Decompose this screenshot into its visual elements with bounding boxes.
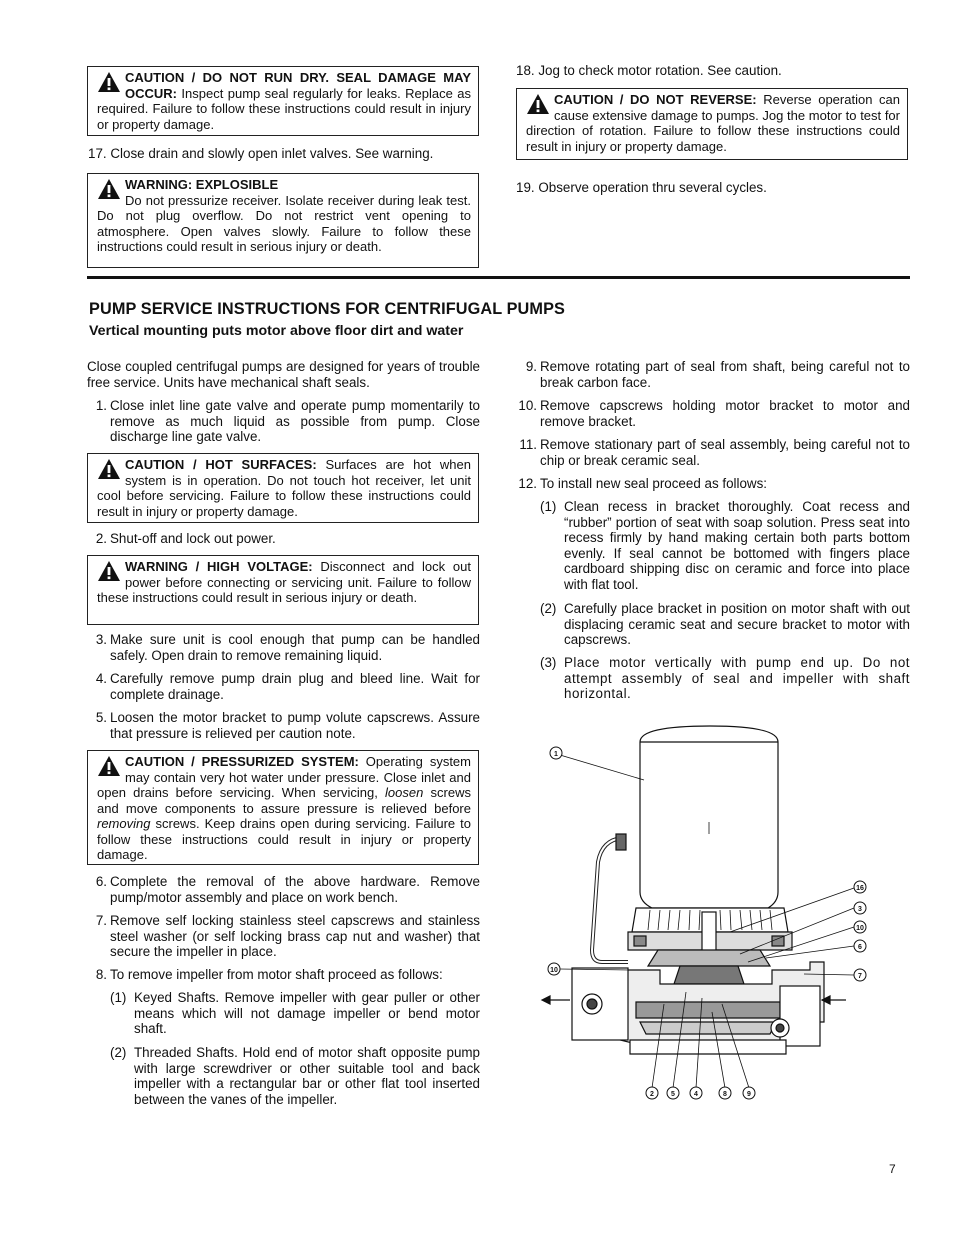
step-8-2: (2) Threaded Shafts. Hold end of motor shaft opposite pump with large screwdriver or other suitable tool and back impeller with a rectangular bar or other flat tool inserted between the vanes of the impeller.	[110, 1045, 480, 1107]
warning-triangle-icon	[526, 93, 550, 115]
caution-pressure-box: CAUTION / PRESSURIZED SYSTEM: Operating system may contain very hot water under pressure. Close inlet and open drains before servicing. When servicing, loosen screws and move components to assure pressure is relieved before removing screws. Keep drains open during servicing. Failure to follow these instructions could result in injury or property damage.	[87, 750, 479, 865]
step-4: 4. Carefully remove pump drain plug and bleed line. Wait for complete drainage.	[95, 671, 480, 702]
step-6: 6. Complete the removal of the above hardware. Remove pump/motor assembly and place on work bench.	[95, 874, 480, 905]
callout-3: 3	[858, 906, 862, 913]
warning-voltage-text: Disconnect and lock out power before connecting or servicing unit. Failure to follow these instructions could result in serious injury or death.	[97, 559, 471, 605]
caution-reverse-title: CAUTION / DO NOT REVERSE:	[554, 92, 757, 107]
callout-7: 7	[858, 973, 862, 980]
step-11: 11. Remove stationary part of seal assembly, being careful not to chip or break ceramic seal.	[519, 437, 910, 468]
motor-housing	[640, 726, 778, 908]
pump-cutaway-diagram	[540, 722, 880, 1107]
step-19: 19. Observe operation thru several cycles.	[516, 180, 767, 195]
warning-triangle-icon	[97, 755, 121, 777]
step-10: 10. Remove capscrews holding motor bracket to motor and remove bracket.	[518, 398, 910, 429]
caution-run-dry-box	[87, 66, 479, 136]
caution-hot-box	[87, 453, 479, 523]
step-3: 3. Make sure unit is cool enough that pump can be handled safely. Open drain to remove remaining liquid.	[95, 632, 480, 663]
caution-pressure-title: CAUTION / PRESSURIZED SYSTEM:	[125, 754, 359, 769]
step-7: 7. Remove self locking stainless steel capscrews and stainless steel washer (or self locking brass cap nut and washer) that secure the impeller in place.	[95, 913, 480, 960]
step-18: 18. Jog to check motor rotation. See caution.	[516, 63, 782, 78]
warning-triangle-icon	[97, 178, 121, 200]
step-17-text: 17. Close drain and slowly open inlet valves. See warning.	[88, 146, 434, 161]
warning-explosible-text: Do not pressurize receiver. Isolate receiver during leak test. Do not plug overflow. Do not restrict vent opening to atmosphere. Open valves slowly. Failure to follow these instructions could result in serious injury or death.	[97, 192, 471, 254]
caution-hot-text: Surfaces are hot when system is in operation. Do not touch hot receiver, let unit cool before servicing. Failure to follow these instructions could result in injury or property damage.	[97, 457, 471, 519]
caution-hot-title: CAUTION / HOT SURFACES:	[125, 457, 317, 472]
warning-triangle-icon	[97, 560, 121, 582]
step-9: 9. Remove rotating part of seal from shaft, being careful not to break carbon face.	[525, 359, 910, 390]
intro-paragraph: Close coupled centrifugal pumps are designed for years of trouble free service. Units have mechanical shaft seals.	[87, 359, 480, 390]
step-12: 12. To install new seal proceed as follows:	[518, 476, 768, 491]
warning-voltage-box	[87, 555, 479, 625]
warning-explosible-title: WARNING: EXPLOSIBLE	[125, 177, 279, 192]
callout-5: 5	[671, 1091, 675, 1098]
step-5: 5. Loosen the motor bracket to pump volute capscrews. Assure that pressure is relieved per caution note.	[95, 710, 480, 741]
warning-voltage-title: WARNING / HIGH VOLTAGE:	[125, 559, 313, 574]
callout-9: 9	[747, 1091, 751, 1098]
step-12-2: (2) Carefully place bracket in position on motor shaft with out displacing ceramic seat and secure bracket to motor with capscrews.	[540, 601, 910, 648]
callout-1: 1	[554, 751, 558, 758]
warning-triangle-icon	[97, 71, 121, 93]
callout-4: 4	[694, 1091, 698, 1098]
page-number: 7	[889, 1162, 896, 1176]
section-subtitle: Vertical mounting puts motor above floor dirt and water	[89, 323, 464, 339]
step-8-1: (1) Keyed Shafts. Remove impeller with gear puller or other means which will not damage impeller or bend motor shaft.	[110, 990, 480, 1037]
caution-run-dry-text: Inspect pump seal regularly for leaks. Replace as required. Failure to follow these instructions could result in injury or property damage.	[97, 85, 471, 132]
caution-reverse-text: Reverse operation can cause extensive damage to pumps. Jog the motor to test for direction of rotation. Failure to follow these instructions could result in injury or property damage.	[526, 92, 900, 154]
step-12-1: (1) Clean recess in bracket thoroughly. Coat recess and “rubber” portion of seat with soap solution. Press seat into recess firmly by hand making certain both parts bottom evenly. If seal cannot be bottomed with fingers place cardboard shipping disc on ceramic and force into place with flat tool.	[540, 499, 910, 592]
step-8: 8. To remove impeller from motor shaft proceed as follows:	[95, 967, 443, 982]
step-12-3: (3) Place motor vertically with pump end up. Do not attempt assembly of seal and impeller with shaft horizontal.	[540, 655, 910, 702]
callout-16: 16	[856, 885, 864, 892]
step-2: 2. Shut-off and lock out power.	[95, 531, 276, 546]
section-title: PUMP SERVICE INSTRUCTIONS FOR CENTRIFUGAL PUMPS	[89, 300, 565, 318]
callout-10-left: 10	[550, 967, 558, 974]
step-1: 1. Close inlet line gate valve and operate pump momentarily to remove as much liquid as possible from pump. Close discharge line gate valve.	[95, 398, 480, 445]
section-divider	[87, 276, 910, 279]
warning-triangle-icon	[97, 458, 121, 480]
caution-run-dry-title: CAUTION / DO NOT RUN DRY. SEAL DAMAGE MAY OCCUR:	[125, 70, 471, 101]
callout-2: 2	[650, 1091, 654, 1098]
warning-explosible-box	[87, 173, 479, 268]
caution-reverse-box	[516, 88, 908, 160]
callout-8: 8	[723, 1091, 727, 1098]
callout-10-right: 10	[856, 925, 864, 932]
callout-6: 6	[858, 944, 862, 951]
step-17	[88, 146, 480, 162]
